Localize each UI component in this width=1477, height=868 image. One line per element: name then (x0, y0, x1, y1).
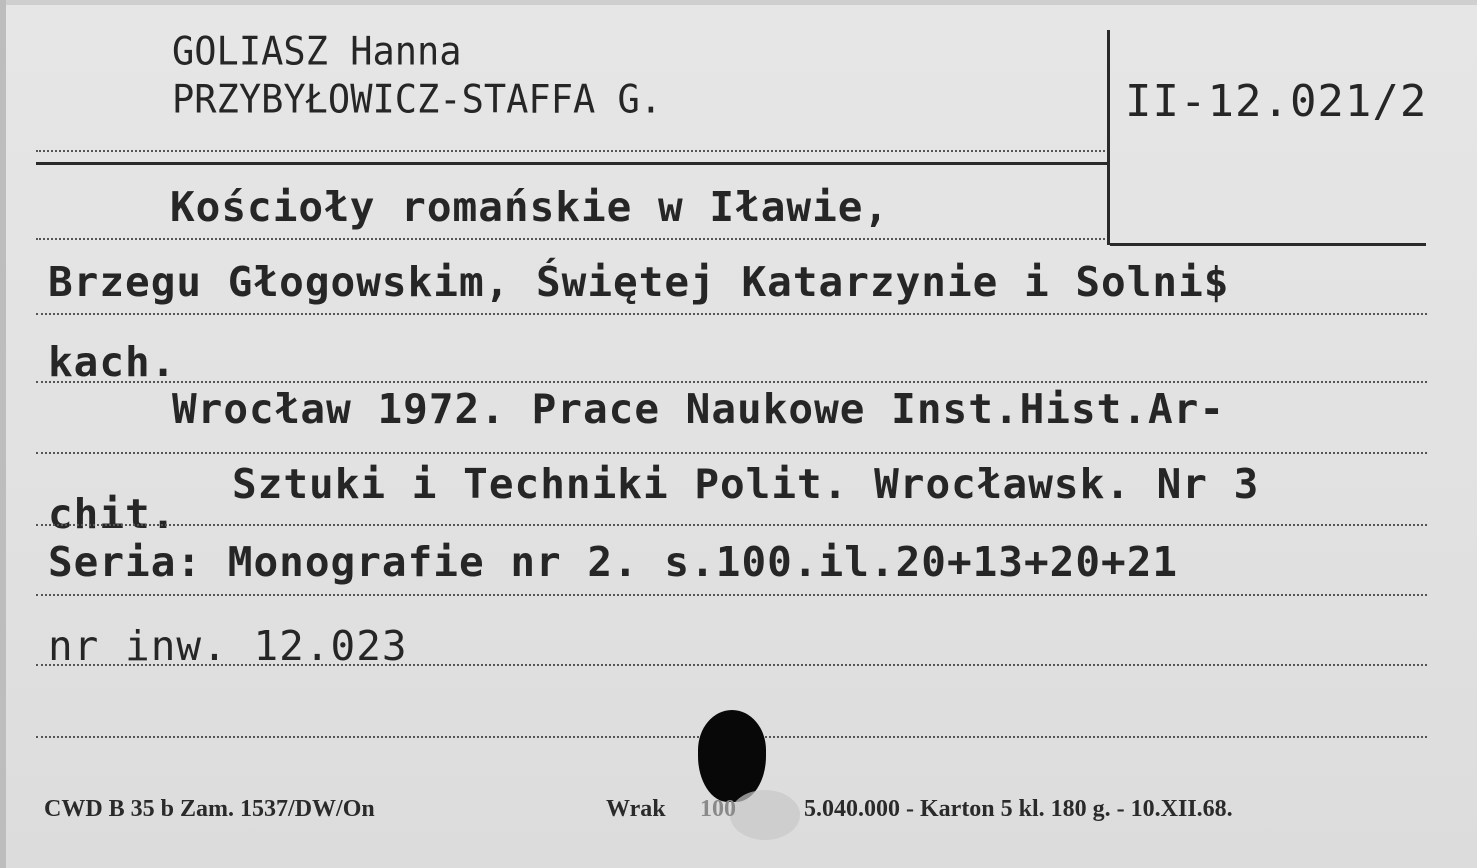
rule-solid-signature (1110, 243, 1426, 246)
rule-vertical (1107, 30, 1110, 245)
author-line-2: PRZYBYŁOWICZ-STAFFA G. (172, 76, 663, 123)
rule-dotted-1 (36, 150, 1105, 152)
rule-dotted-2 (36, 238, 1105, 240)
card-top-edge (0, 0, 1477, 5)
imprint-line-2: chit. (48, 490, 177, 538)
series-line: Seria: Monografie nr 2. s.100.il.20+13+20+21 (48, 538, 1179, 586)
title-line-3: kach. (48, 338, 177, 386)
rule-dotted-8 (36, 664, 1427, 666)
title-line-2: Brzegu Głogowskim, Świętej Katarzynie i Solni$ (48, 258, 1230, 306)
punch-hole (698, 710, 766, 802)
call-number: II-12.021/2 (1125, 76, 1428, 127)
title-line-1: Kościoły romańskie w Iławie, (170, 183, 890, 231)
footer-wrak-number: 100 (700, 796, 736, 822)
rule-dotted-5 (36, 452, 1427, 454)
footer-wrak-label: Wrak (606, 796, 666, 822)
rule-dotted-4 (36, 381, 1427, 383)
author-line-1: GOLIASZ Hanna (172, 28, 462, 75)
inventory-number: nr inw. 12.023 (48, 622, 408, 670)
imprint-line-3: Sztuki i Techniki Polit. Wrocławsk. Nr 3 (232, 460, 1260, 508)
print-smudge (730, 790, 800, 840)
rule-dotted-3 (36, 313, 1427, 315)
imprint-line-1: Wrocław 1972. Prace Naukowe Inst.Hist.Ar- (172, 385, 1226, 433)
card-left-edge (0, 0, 6, 868)
rule-dotted-6 (36, 524, 1427, 526)
footer-print-run: 5.040.000 - Karton 5 kl. 180 g. - 10.XII.68. (804, 796, 1233, 822)
rule-dotted-7 (36, 594, 1427, 596)
footer-print-code: CWD B 35 b Zam. 1537/DW/On (44, 796, 375, 822)
rule-solid-header (36, 162, 1108, 165)
